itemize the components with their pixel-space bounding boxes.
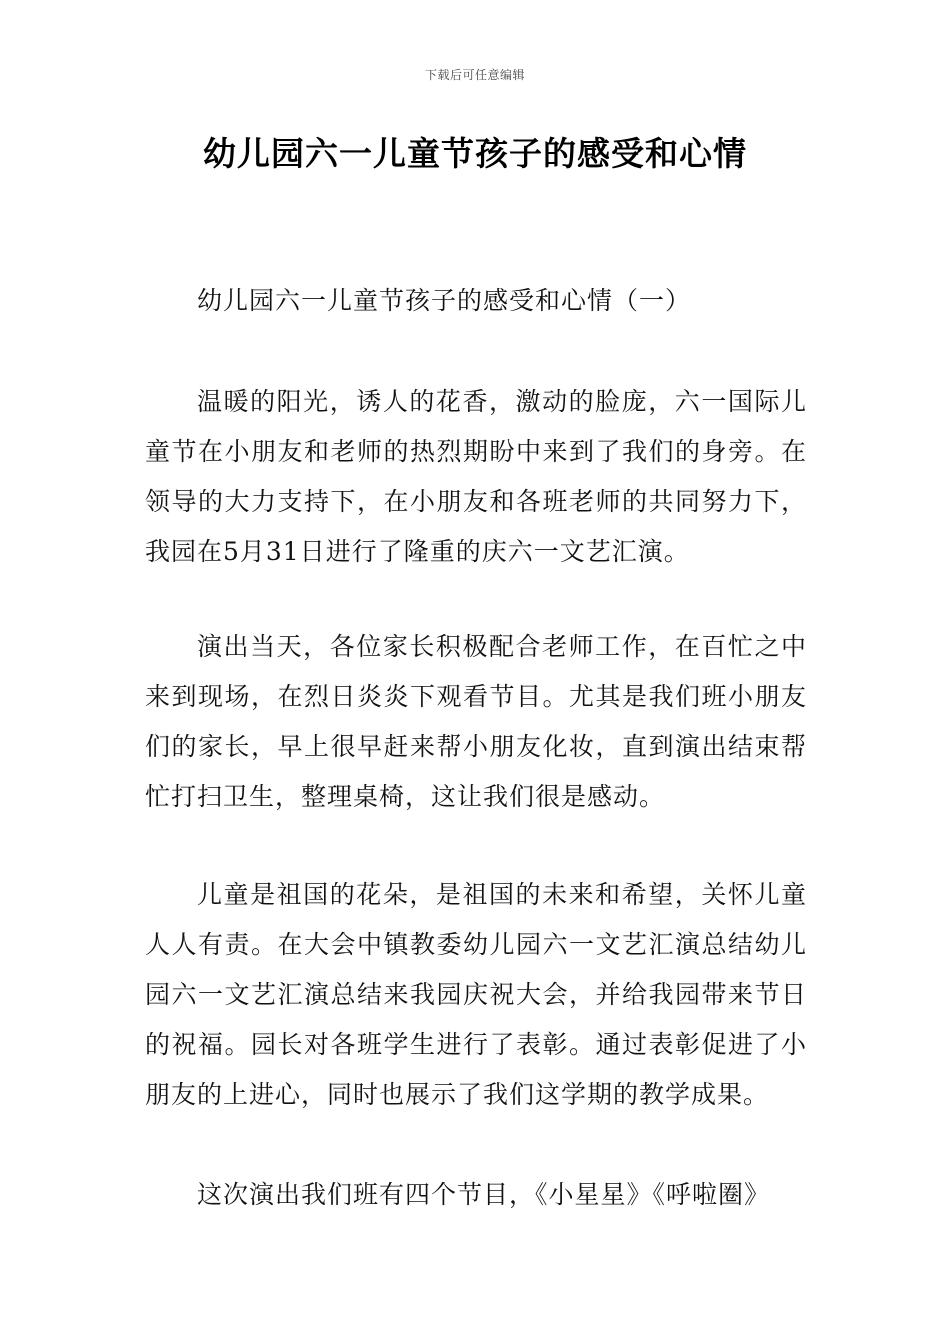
paragraph-4: 这次演出我们班有四个节目，《小星星》《呼啦圈》 bbox=[197, 1180, 771, 1209]
section-heading: 幼儿园六一儿童节孩子的感受和心情（一） bbox=[197, 286, 692, 315]
header-note: 下载后可任意编辑 bbox=[424, 68, 525, 82]
document-title: 幼儿园六一儿童节孩子的感受和心情 bbox=[203, 134, 747, 173]
paragraph-3: 儿童是祖国的花朵，是祖国的未来和希望，关怀儿童人人有责。在大会中镇教委幼儿园六一文艺汇演总结幼儿园六一文艺汇演总结来我园庆祝大会，并给我园带来节日的祝福。园长对各班学生进行了表彰。通过表彰促进了小朋友的上进心，同时也展示了我们这学期的教学成果。 bbox=[145, 880, 807, 1109]
paragraph-1: 温暖的阳光，诱人的花香，激动的脸庞，六一国际儿童节在小朋友和老师的热烈期盼中来到了我们的身旁。在领导的大力支持下，在小朋友和各班老师的共同努力下，我园在5月31日进行了隆重的庆六一文艺汇演。 bbox=[145, 387, 807, 566]
paragraph-2: 演出当天，各位家长积极配合老师工作，在百忙之中来到现场，在烈日炎炎下观看节目。尤其是我们班小朋友们的家长，早上很早赶来帮小朋友化妆，直到演出结束帮忙打扫卫生，整理桌椅，这让我们很是感动。 bbox=[145, 632, 807, 811]
